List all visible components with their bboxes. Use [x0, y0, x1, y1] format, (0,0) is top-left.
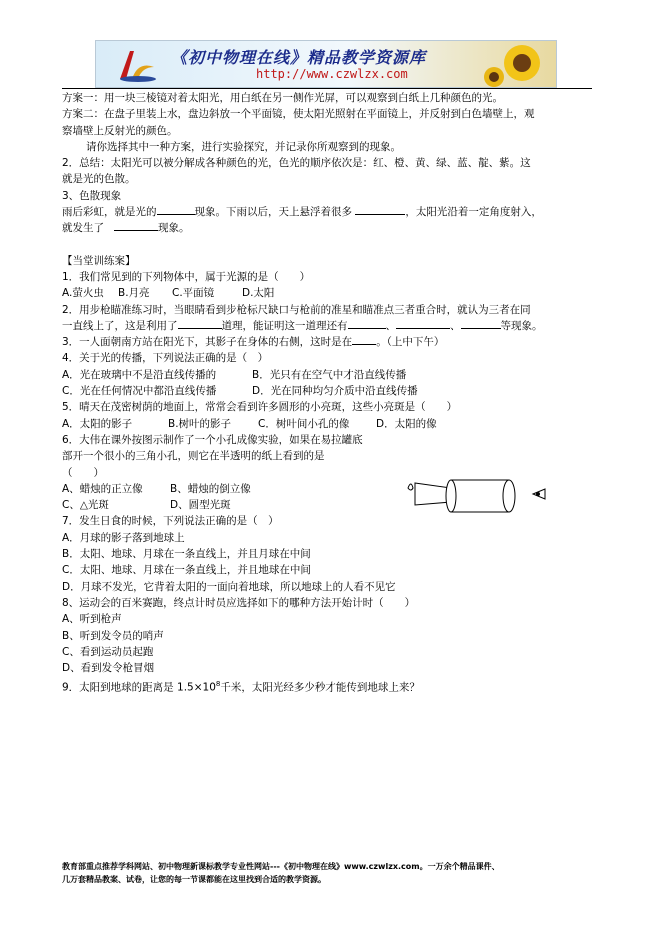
- question-2-line-2: 一直线上了，这是利用了 道理，能证明这一道理还有 、 、 等现象。: [62, 319, 543, 332]
- page-footer: [62, 860, 602, 886]
- question-1: 1．我们常见到的下列物体中，属于光源的是（ ）: [62, 270, 311, 283]
- text-line: 请你选择其中一种方案，进行实验探究，并记录你所观察到的现象。: [86, 140, 401, 153]
- footer-line: 教育部重点推荐学科网站、初中物理新课标教学专业性网站---《初中物理在线》www.czwlzx.com。一万余个精品课件、: [62, 862, 500, 871]
- site-logo-icon: [116, 45, 160, 83]
- question-3: 3．一人面朝南方站在阳光下，其影子在身体的右侧，这时是在 。（上中下午）: [62, 336, 445, 349]
- question-6-line-3: （ ）: [62, 466, 104, 479]
- eye-icon: [533, 489, 545, 499]
- option[interactable]: A、蜡烛的正立像: [62, 482, 143, 495]
- header-divider: [62, 88, 592, 89]
- document-body: [62, 90, 592, 696]
- fill-blank[interactable]: [396, 318, 450, 329]
- question-5-options: [62, 416, 592, 432]
- question-4-options-row-2: [62, 383, 592, 399]
- question-6-line-1: 6．大伟在课外按图示制作了一个小孔成像实验，如果在易拉罐底: [62, 433, 363, 446]
- text-line: 就是光的色散。: [62, 173, 136, 186]
- banner-title: 《初中物理在线》精品教学资源库: [171, 48, 427, 67]
- option[interactable]: A．月球的影子落到地球上: [62, 531, 185, 544]
- option[interactable]: A．光在玻璃中不是沿直线传播的: [62, 368, 217, 381]
- option[interactable]: C．树叶间小孔的像: [258, 417, 350, 430]
- option[interactable]: B．光只有在空气中才沿直线传播: [252, 368, 407, 381]
- header-banner: [95, 40, 557, 88]
- text-line: 方案一：用一块三棱镜对着太阳光，用白纸在另一侧作光屏，可以观察到白纸上几种颜色的光。: [62, 92, 503, 104]
- option[interactable]: B．太阳、地球、月球在一条直线上，并且月球在中间: [62, 548, 311, 561]
- option[interactable]: B、蜡烛的倒立像: [170, 482, 251, 495]
- pinhole-camera-figure: [405, 470, 555, 520]
- fill-blank[interactable]: [178, 318, 222, 329]
- option[interactable]: A．太阳的影子: [62, 417, 133, 430]
- option[interactable]: C、看到运动员起跑: [62, 645, 154, 658]
- option[interactable]: D、看到发令枪冒烟: [62, 662, 155, 675]
- text-line: 察墙壁上反射光的颜色。: [62, 124, 178, 137]
- option[interactable]: D、圆型光斑: [170, 499, 231, 512]
- option[interactable]: D．光在同种均匀介质中沿直线传播: [252, 385, 418, 398]
- footer-line: 几万套精品教案、试卷，让您的每一节课都能在这里找到合适的教学资源。: [62, 875, 326, 884]
- text-line: 2．总结：太阳光可以被分解成各种颜色的光，色光的顺序依次是：红、橙、黄、绿、蓝、靛、紫。这: [62, 157, 531, 170]
- text-line: 方案二：在盘子里装上水，盘边斜放一个平面镜，使太阳光照射在平面镜上，并反射到白色墙壁上，观: [62, 108, 535, 121]
- question-4: 4．关于光的传播，下列说法正确的是（ ）: [62, 352, 269, 365]
- section-title: 【当堂训练案】: [62, 254, 136, 267]
- fill-blank[interactable]: [352, 334, 376, 345]
- option[interactable]: C.平面镜: [172, 287, 215, 300]
- text-line: 3、色散现象: [62, 189, 122, 202]
- option[interactable]: D.太阳: [242, 287, 275, 300]
- option[interactable]: D．太阳的像: [376, 417, 437, 430]
- sunflower-icon: [482, 41, 552, 87]
- banner-url[interactable]: http://www.czwlzx.com: [256, 67, 408, 81]
- option[interactable]: C．光在任何情况中都沿直线传播: [62, 385, 217, 398]
- question-5: 5．晴天在茂密树荫的地面上，常常会看到许多圆形的小亮斑，这些小亮斑是（ ）: [62, 401, 458, 414]
- question-8: 8、运动会的百米赛跑，终点计时员应选择如下的哪种方法开始计时（ ）: [62, 596, 416, 609]
- fill-blank[interactable]: [157, 204, 195, 215]
- question-1-options: [62, 285, 592, 301]
- candle-icon: [408, 483, 451, 505]
- option[interactable]: C．太阳、地球、月球在一条直线上，并且地球在中间: [62, 564, 311, 577]
- question-9: 9．太阳到地球的距离是 $1.5\times 10^8$千米，太阳光经多少秒才能传到地球上来？: [62, 680, 420, 694]
- option[interactable]: B.树叶的影子: [168, 417, 232, 430]
- option[interactable]: C、△光斑: [62, 499, 109, 512]
- option[interactable]: D．月球不发光，它背着太阳的一面向着地球，所以地球上的人看不见它: [62, 580, 396, 593]
- fill-blank[interactable]: [461, 318, 501, 329]
- fill-blank[interactable]: [114, 220, 158, 231]
- option[interactable]: A.萤火虫: [62, 287, 104, 300]
- question-2-line-1: 2．用步枪瞄准练习时，当眼睛看到步枪标尺缺口与枪前的准星和瞄准点三者重合时，就认为三者在同: [62, 303, 531, 316]
- option[interactable]: B.月亮: [118, 287, 150, 300]
- rainbow-line-2: 就发生了 现象。: [62, 222, 190, 235]
- question-7: 7．发生日食的时候，下列说法正确的是（ ）: [62, 515, 279, 528]
- option[interactable]: B、听到发令员的哨声: [62, 629, 164, 642]
- question-4-options-row-1: [62, 367, 592, 383]
- fill-blank[interactable]: [348, 318, 386, 329]
- question-6-line-2: 部开一个很小的三角小孔，则它在半透明的纸上看到的是: [62, 450, 325, 463]
- fill-blank[interactable]: [355, 204, 405, 215]
- can-icon: [446, 480, 515, 512]
- rainbow-line-1: 雨后彩虹，就是光的 现象。下雨以后，天上悬浮着很多 ，太阳光沿着一定角度射入，: [62, 206, 542, 219]
- option[interactable]: A、听到枪声: [62, 613, 122, 626]
